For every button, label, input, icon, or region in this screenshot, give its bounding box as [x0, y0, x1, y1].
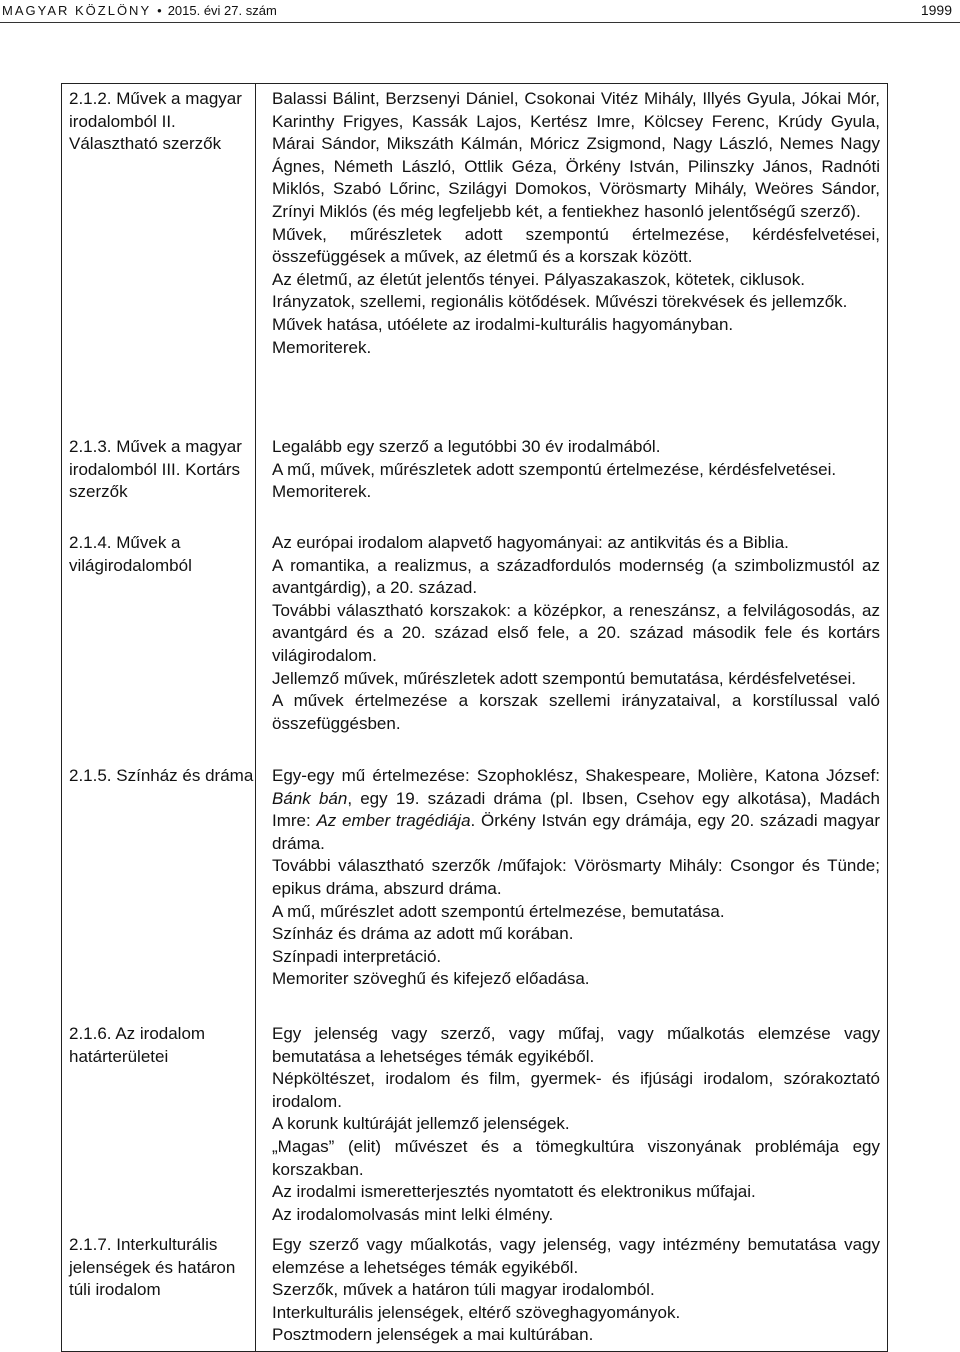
row-heading: 2.1.6. Az irodalom határterületei — [69, 1024, 206, 1066]
paragraph: Művek hatása, utóélete az irodalmi-kulturális hagyományban. — [272, 314, 734, 334]
row-heading: 2.1.7. Interkulturális jelenségek és határon túli irodalom — [69, 1235, 236, 1299]
paragraph: A művek értelmezése a korszak szellemi irányzataival, a korstílussal való összefüggésben. — [272, 691, 880, 733]
row-content — [272, 436, 880, 504]
work-title-bank-ban: Bánk bán — [272, 788, 348, 808]
header-rule — [0, 22, 960, 23]
row-content — [272, 1023, 880, 1226]
paragraph: Az irodalmi ismeretterjesztés nyomtatott és elektronikus műfajai. — [272, 1182, 756, 1202]
paragraph: Legalább egy szerző a legutóbbi 30 év irodalmából. — [272, 437, 661, 456]
paragraph: Az irodalomolvasás mint lelki élmény. — [272, 1204, 554, 1224]
row-heading: 2.1.3. Művek a magyar irodalomból III. Kortárs szerzők — [69, 437, 242, 501]
page-header — [0, 0, 960, 22]
paragraph: „Magas” (elit) művészet és a tömegkultúra viszonyának problémája egy korszakban. — [272, 1136, 880, 1179]
paragraph: Egy szerző vagy műalkotás, vagy jelenség, vagy intézmény bemutatása vagy elemzése a lehetséges témák egyikéből. — [272, 1235, 880, 1277]
paragraph: Jellemző művek, műrészletek adott szempontú bemutatása, kérdésfelvetései. — [272, 668, 856, 688]
paragraph: A mű, művek, műrészletek adott szempontú értelmezése, kérdésfelvetései. — [272, 459, 837, 479]
paragraph: Az európai irodalom alapvető hagyományai: az antikvitás és a Biblia. — [272, 533, 789, 552]
paragraph: Memoriterek. — [272, 337, 372, 357]
publication-title: MAGYAR KÖZLÖNY — [2, 3, 152, 18]
paragraph: A korunk kultúráját jellemző jelenségek. — [272, 1114, 570, 1134]
bullet-separator: • — [157, 3, 162, 18]
row-content — [272, 765, 880, 991]
paragraph: Színház és dráma az adott mű korában. — [272, 924, 574, 944]
paragraph: Balassi Bálint, Berzsenyi Dániel, Csokonai Vitéz Mihály, Illyés Gyula, Jókai Mór, Karinthy Frigyes, Kassák Lajos, Kertész Imre, Kölcsey Ferenc, Krúdy Gyula, Márai Sándor, Mikszáth Kálmán, Móricz Zsigmond, Nagy László, Nemes Nagy Ágnes, Németh László, Ottlik Géza, Örkény István, Pilinszky János, Radnóti Miklós, Szabó Lőrinc, Szilágyi Domokos, Vörösmarty Mihály, Weöres Sándor, Zrínyi Miklós (és még legfeljebb két, a fentiekhez hasonló jelentőségű szerző). — [272, 89, 880, 221]
row-heading: 2.1.2. Művek a magyar irodalomból II. Választható szerzők — [69, 89, 242, 153]
row-heading: 2.1.5. Színház és dráma — [69, 766, 254, 785]
paragraph: Posztmodern jelenségek a mai kultúrában. — [272, 1325, 594, 1345]
paragraph: Memoriter szöveghű és kifejező előadása. — [272, 969, 590, 989]
drama-works-paragraph: Egy-egy mű értelmezése: Szophoklész, Shakespeare, Molière, Katona József: Bánk bán, egy 19. századi dráma (pl. Ibsen, Csehov egy alkotása), Madách Imre: Az ember tragédiája. Örkény István egy drámája, egy 20. századi magyar dráma. — [272, 766, 880, 853]
work-title-az-ember-tragediaja: Az ember tragédiája — [316, 811, 471, 831]
paragraph: A romantika, a realizmus, a századfordulós modernség (a szimbolizmustól az avantgárdig), a 20. század. — [272, 555, 880, 598]
row-content — [272, 88, 880, 359]
issue-number: 2015. évi 27. szám — [167, 3, 277, 18]
row-content — [272, 1234, 880, 1347]
paragraph: További választható szerzők /műfajok: Vörösmarty Mihály: Csongor és Tünde; epikus dráma, abszurd dráma. — [272, 856, 880, 898]
paragraph: Színpadi interpretáció. — [272, 946, 442, 966]
paragraph: Egy jelenség vagy szerző, vagy műfaj, vagy műalkotás elemzése vagy bemutatása a lehetséges témák egyikéből. — [272, 1024, 880, 1066]
paragraph: Népköltészet, irodalom és film, gyermek- és ifjúsági irodalom, szórakoztató irodalom. — [272, 1069, 880, 1111]
paragraph: Memoriterek. — [272, 482, 372, 502]
row-content — [272, 532, 880, 735]
paragraph: Szerzők, művek a határon túli magyar irodalomból. — [272, 1280, 655, 1300]
paragraph: További választható korszakok: a középkor, a reneszánsz, a felvilágosodás, az avantgárd és a 20. század első fele, a 20. század második fele és kortárs világirodalom. — [272, 600, 880, 665]
row-heading: 2.1.4. Művek a világirodalomból — [69, 533, 192, 575]
page-number: 1999 — [920, 2, 952, 18]
paragraph: Interkulturális jelenségek, eltérő szöveghagyományok. — [272, 1302, 681, 1322]
paragraph: Irányzatok, szellemi, regionális kötődések. Művészi törekvések és jellemzők. — [272, 292, 848, 312]
paragraph: Az életmű, az életút jelentős tényei. Pályaszakaszok, kötetek, ciklusok. — [272, 269, 805, 289]
paragraph: A mű, műrészlet adott szempontú értelmezése, bemutatása. — [272, 901, 725, 921]
column-divider — [255, 83, 256, 1352]
paragraph: Művek, műrészletek adott szempontú értelmezése, kérdésfelvetései, összefüggések a művek, az életmű és a korszak között. — [272, 224, 880, 267]
